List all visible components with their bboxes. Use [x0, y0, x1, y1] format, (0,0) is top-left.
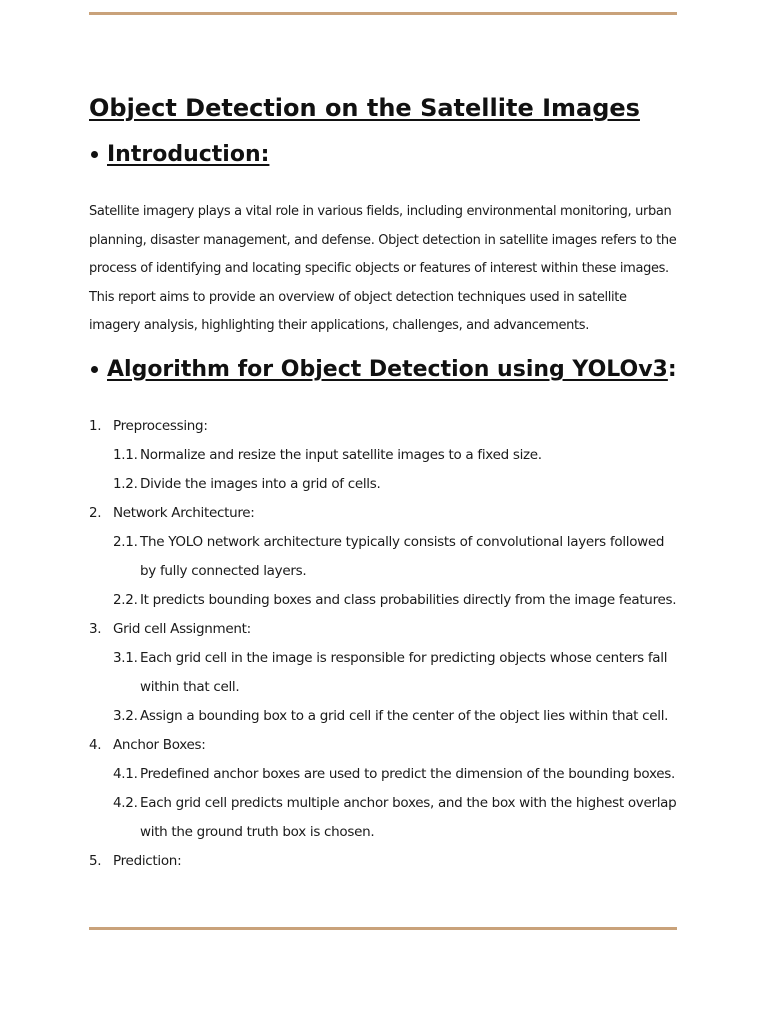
substep-text: Divide the images into a grid of cells.: [140, 476, 381, 492]
substep-item: [89, 586, 683, 615]
intro-paragraph: Satellite imagery plays a vital role in various fields, including environmental monitoring, urban planning, disaster management, and defense. Object detection in satellite images refers to the process of identifying and locating specific objects or features of interest within these images. This report aims to provide an overview of object detection techniques used in satellite imagery analysis, highlighting their applications, challenges, and advancements.: [89, 204, 677, 333]
substep-number: 1.2.: [113, 476, 138, 492]
algorithm-heading-text: Algorithm for Object Detection using YOLOv3: [107, 357, 668, 382]
algorithm-heading-colon: :: [667, 357, 677, 382]
step-label: Prediction:: [113, 853, 182, 869]
step-number: 3.: [89, 621, 102, 637]
algorithm-steps-list: [89, 412, 689, 876]
substep-text: Assign a bounding box to a grid cell if the center of the object lies within that cell.: [140, 708, 669, 724]
substep-number: 4.2.: [113, 795, 138, 811]
step-number: 2.: [89, 505, 102, 521]
step-number: 1.: [89, 418, 102, 434]
step-item: [89, 847, 689, 876]
substep-text: Normalize and resize the input satellite images to a fixed size.: [140, 447, 542, 463]
document-title: Object Detection on the Satellite Images: [89, 94, 640, 122]
step-label: Grid cell Assignment:: [113, 621, 251, 637]
step-number: 5.: [89, 853, 102, 869]
substep-item: [89, 441, 683, 470]
bullet-icon: [91, 151, 98, 158]
step-label: Preprocessing:: [113, 418, 208, 434]
substep-number: 2.2.: [113, 592, 138, 608]
substep-item: [89, 789, 683, 847]
step-item: [89, 731, 689, 760]
intro-heading: [89, 142, 269, 167]
algorithm-heading: [89, 357, 677, 382]
substep-item: [89, 528, 683, 586]
substep-item: [89, 644, 683, 702]
substep-item: [89, 702, 683, 731]
step-item: [89, 499, 689, 528]
bullet-icon: [91, 366, 98, 373]
substep-item: [89, 470, 683, 499]
step-number: 4.: [89, 737, 102, 753]
substep-text: Predefined anchor boxes are used to predict the dimension of the bounding boxes.: [140, 766, 675, 782]
substep-number: 2.1.: [113, 534, 138, 550]
step-label: Anchor Boxes:: [113, 737, 206, 753]
step-label: Network Architecture:: [113, 505, 255, 521]
substep-number: 3.2.: [113, 708, 138, 724]
substep-item: [89, 760, 683, 789]
intro-heading-text: Introduction:: [107, 142, 270, 167]
top-divider: [89, 12, 677, 15]
bottom-divider: [89, 927, 677, 930]
substep-text: Each grid cell predicts multiple anchor boxes, and the box with the highest overlap with the ground truth box is chosen.: [140, 795, 677, 840]
step-item: [89, 412, 689, 441]
step-item: [89, 615, 689, 644]
substep-number: 1.1.: [113, 447, 138, 463]
substep-text: Each grid cell in the image is responsible for predicting objects whose centers fall within that cell.: [140, 650, 668, 695]
substep-text: It predicts bounding boxes and class probabilities directly from the image features.: [140, 592, 677, 608]
substep-text: The YOLO network architecture typically consists of convolutional layers followed by fully connected layers.: [140, 534, 665, 579]
substep-number: 4.1.: [113, 766, 138, 782]
substep-number: 3.1.: [113, 650, 138, 666]
